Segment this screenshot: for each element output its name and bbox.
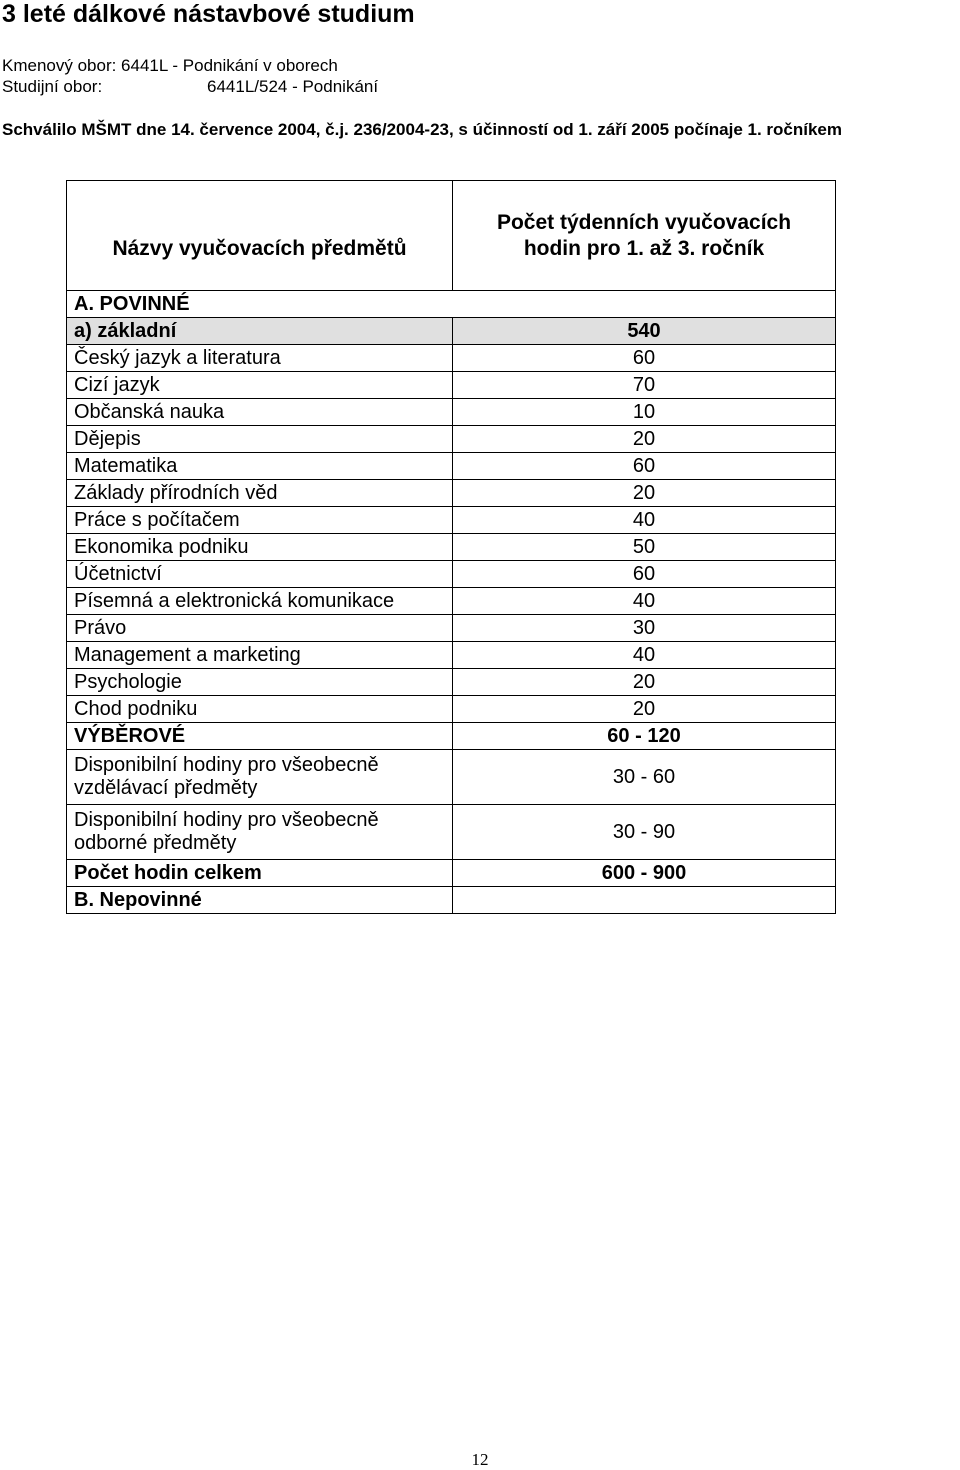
section-a-label: A. POVINNÉ xyxy=(67,291,836,318)
subject-hours: 70 xyxy=(453,372,836,399)
subject-hours: 60 xyxy=(453,561,836,588)
table-row xyxy=(67,642,836,669)
subject-hours: 60 xyxy=(453,345,836,372)
meta-value: 6441L/524 - Podnikání xyxy=(207,77,379,96)
approval-note: Schválilo MŠMT dne 14. července 2004, č.j. 236/2004-23, s účinností od 1. září 2005 počínaje 1. ročníkem xyxy=(2,120,842,139)
table-row xyxy=(67,723,836,750)
table-row xyxy=(67,696,836,723)
subject-name: Cizí jazyk xyxy=(67,372,453,399)
subject-hours: 60 xyxy=(453,453,836,480)
table-row xyxy=(67,480,836,507)
subject-name: Práce s počítačem xyxy=(67,507,453,534)
header-hours-line2: hodin pro 1. až 3. ročník xyxy=(523,236,765,260)
subject-name: Dějepis xyxy=(67,426,453,453)
table-row xyxy=(67,318,836,345)
subject-hours: 30 xyxy=(453,615,836,642)
subject-hours: 20 xyxy=(453,426,836,453)
subject-hours: 40 xyxy=(453,642,836,669)
subject-name: Občanská nauka xyxy=(67,399,453,426)
subject-name: Český jazyk a literatura xyxy=(67,345,453,372)
table-row xyxy=(67,588,836,615)
subject-name: Základy přírodních věd xyxy=(67,480,453,507)
subject-name: Právo xyxy=(67,615,453,642)
table-row xyxy=(67,615,836,642)
table-row xyxy=(67,750,836,805)
table-row xyxy=(67,561,836,588)
header-hours xyxy=(453,181,836,291)
subject-hours: 20 xyxy=(453,696,836,723)
subject-name: Ekonomika podniku xyxy=(67,534,453,561)
table-row xyxy=(67,399,836,426)
subject-hours: 40 xyxy=(453,507,836,534)
table-row xyxy=(67,453,836,480)
table-row xyxy=(67,426,836,453)
subject-hours: 40 xyxy=(453,588,836,615)
subject-name: Disponibilní hodiny pro všeobecně vzdělávací předměty xyxy=(67,750,453,805)
meta-studijni-obor xyxy=(2,77,379,97)
table-row xyxy=(67,372,836,399)
subject-name: Chod podniku xyxy=(67,696,453,723)
table-row xyxy=(67,860,836,887)
subject-name: Psychologie xyxy=(67,669,453,696)
table-row xyxy=(67,507,836,534)
document-title: 3 leté dálkové nástavbové studium xyxy=(2,0,415,28)
subject-name: Počet hodin celkem xyxy=(67,860,453,887)
subject-name: a) základní xyxy=(67,318,453,345)
subject-hours: 30 - 90 xyxy=(453,805,836,860)
subject-hours: 20 xyxy=(453,480,836,507)
table-row xyxy=(67,534,836,561)
subject-hours: 30 - 60 xyxy=(453,750,836,805)
subject-hours: 10 xyxy=(453,399,836,426)
subject-hours: 20 xyxy=(453,669,836,696)
subject-name: Účetnictví xyxy=(67,561,453,588)
subject-hours xyxy=(453,887,836,914)
table-row xyxy=(67,669,836,696)
subject-name: Matematika xyxy=(67,453,453,480)
table-row xyxy=(67,345,836,372)
table-header-row xyxy=(67,181,836,291)
subject-name: B. Nepovinné xyxy=(67,887,453,914)
subject-name: Management a marketing xyxy=(67,642,453,669)
subject-name: VÝBĚROVÉ xyxy=(67,723,453,750)
header-hours-line1: Počet týdenních vyučovacích xyxy=(496,210,792,234)
table-row xyxy=(67,887,836,914)
meta-kmenovy-obor xyxy=(2,56,338,76)
subject-name: Disponibilní hodiny pro všeobecně odborné předměty xyxy=(67,805,453,860)
subject-hours: 600 - 900 xyxy=(453,860,836,887)
table-row xyxy=(67,805,836,860)
curriculum-table xyxy=(66,180,836,914)
subject-hours: 60 - 120 xyxy=(453,723,836,750)
header-subjects: Názvy vyučovacích předmětů xyxy=(67,181,453,291)
subject-name: Písemná a elektronická komunikace xyxy=(67,588,453,615)
page-number: 12 xyxy=(471,1450,489,1469)
section-row xyxy=(67,291,836,318)
meta-label: Studijní obor: xyxy=(2,77,103,96)
subject-hours: 540 xyxy=(453,318,836,345)
subject-hours: 50 xyxy=(453,534,836,561)
meta-label: Kmenový obor: 6441L - Podnikání v oborech xyxy=(2,56,338,75)
